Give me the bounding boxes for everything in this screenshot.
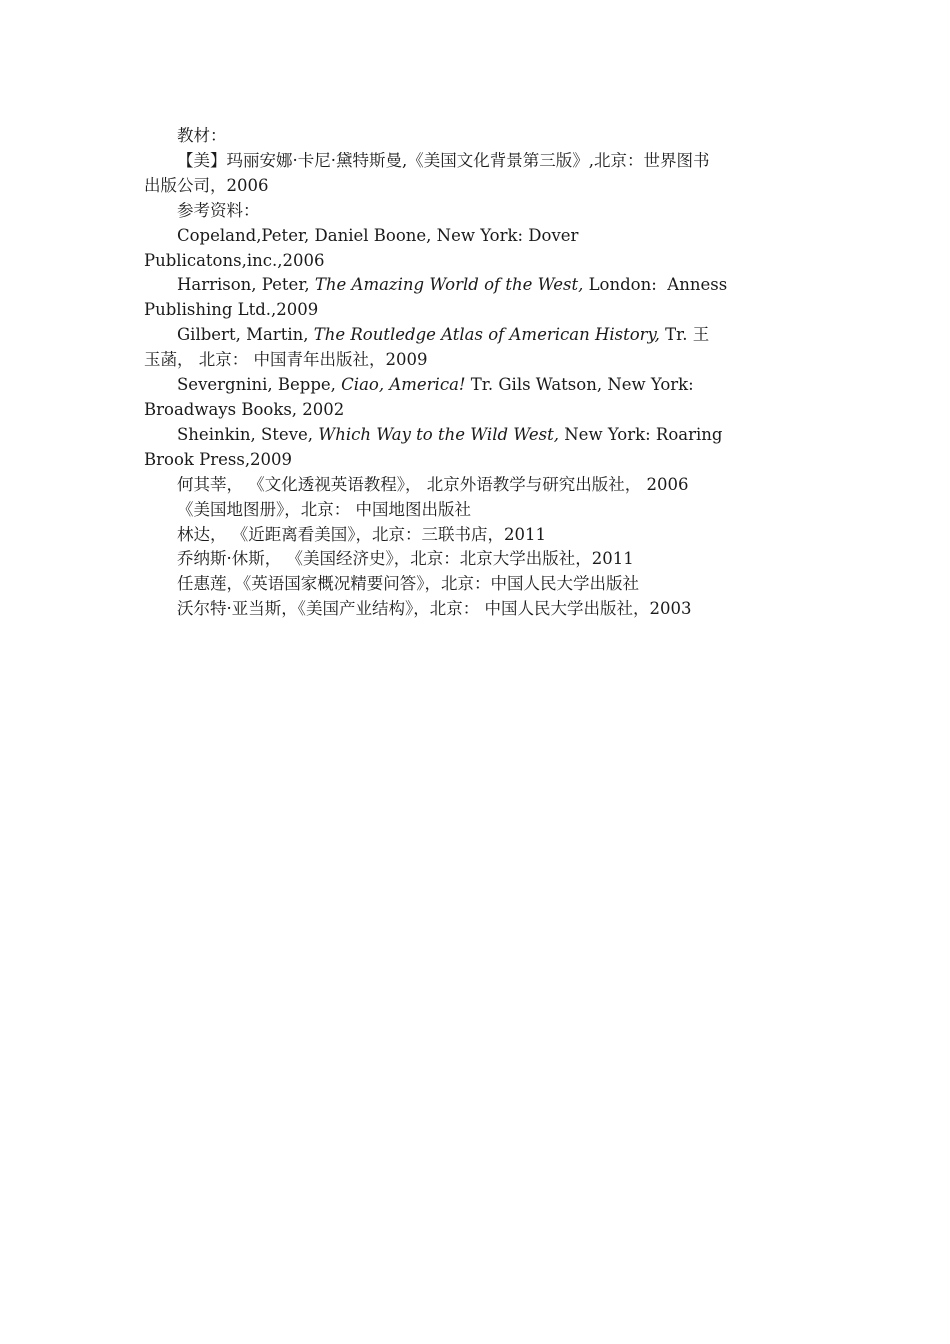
reference-severgnini-author: Severgnini, Beppe, bbox=[177, 375, 342, 395]
reference-harrison-publisher: London: Anness bbox=[583, 275, 728, 295]
textbook-entry-line-1: 【美】玛丽安娜·卡尼·黛特斯曼,《美国文化背景第三版》,北京：世界图书 bbox=[177, 150, 710, 170]
reference-harrison-line-1 bbox=[144, 273, 812, 298]
reference-copeland-line-2: Publicatons,inc.,2006 bbox=[144, 250, 325, 270]
reference-cn-2: 《美国地图册》，北京： 中国地图出版社 bbox=[177, 499, 471, 519]
reference-severgnini-line-1 bbox=[144, 373, 812, 398]
reference-severgnini-line-2: Broadways Books, 2002 bbox=[144, 399, 345, 419]
reference-copeland-line-1: Copeland,Peter, Daniel Boone, New York: Dover bbox=[177, 225, 579, 245]
reference-cn-1: 何其莘， 《文化透视英语教程》， 北京外语教学与研究出版社， 2006 bbox=[177, 474, 689, 494]
textbook-entry-line-2: 出版公司，2006 bbox=[144, 175, 269, 195]
reference-cn-4: 乔纳斯·休斯， 《美国经济史》，北京：北京大学出版社，2011 bbox=[177, 549, 634, 569]
reference-harrison-author: Harrison, Peter, bbox=[177, 275, 315, 295]
reference-cn-3: 林达， 《近距离看美国》，北京：三联书店，2011 bbox=[177, 524, 546, 544]
reference-gilbert-translator: Tr. 王 bbox=[659, 325, 710, 345]
document-page bbox=[144, 124, 812, 622]
reference-sheinkin-title: Which Way to the Wild West, bbox=[318, 424, 559, 444]
reference-gilbert-title: The Routledge Atlas of American History, bbox=[313, 325, 660, 345]
textbook-heading: 教材： bbox=[177, 126, 227, 145]
references-heading: 参考资料： bbox=[177, 200, 260, 220]
reference-sheinkin-author: Sheinkin, Steve, bbox=[177, 424, 319, 444]
reference-gilbert-line-1 bbox=[144, 323, 812, 348]
reference-sheinkin-line-1 bbox=[144, 423, 812, 448]
reference-cn-5: 任惠莲，《英语国家概况精要问答》，北京：中国人民大学出版社 bbox=[177, 574, 639, 594]
reference-sheinkin-line-2: Brook Press,2009 bbox=[144, 449, 293, 469]
reference-gilbert-line-2: 玉菡， 北京： 中国青年出版社，2009 bbox=[144, 350, 428, 370]
reference-harrison-title: The Amazing World of the West, bbox=[314, 275, 584, 295]
reference-gilbert-author: Gilbert, Martin, bbox=[177, 325, 314, 345]
reference-sheinkin-publisher: New York: Roaring bbox=[559, 424, 723, 444]
reference-severgnini-title: Ciao, America! bbox=[341, 375, 466, 395]
reference-severgnini-translator: Tr. Gils Watson, New York: bbox=[465, 375, 694, 395]
reference-cn-6: 沃尔特·亚当斯，《美国产业结构》，北京： 中国人民大学出版社，2003 bbox=[177, 599, 692, 619]
reference-harrison-line-2: Publishing Ltd.,2009 bbox=[144, 300, 319, 320]
